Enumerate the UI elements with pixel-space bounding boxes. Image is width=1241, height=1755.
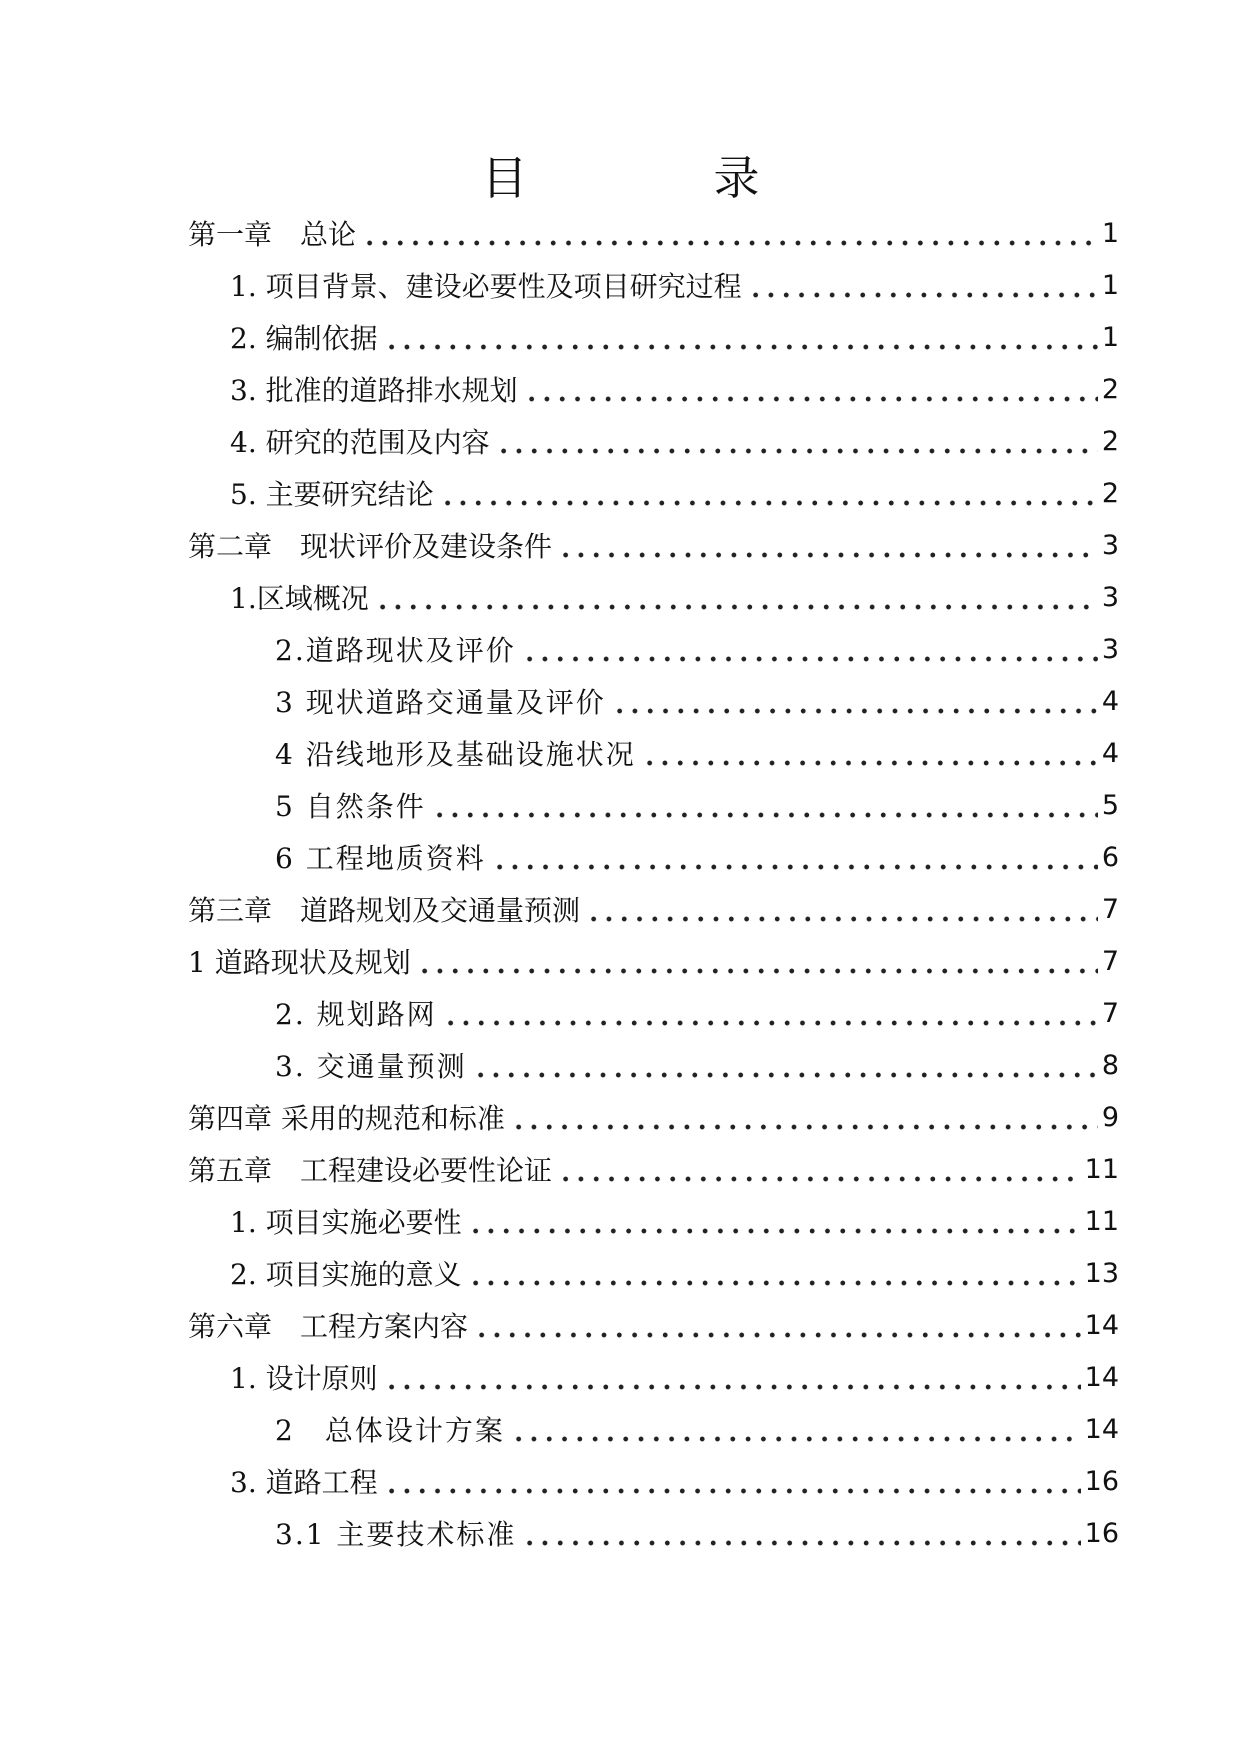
toc-entry-label: 2.道路现状及评价 bbox=[275, 634, 516, 667]
toc-entry-page-number: 1 bbox=[1101, 217, 1119, 249]
toc-entry-page-number: 4 bbox=[1101, 737, 1119, 769]
toc-entry-page-number: 8 bbox=[1101, 1049, 1119, 1081]
toc-dot-leader bbox=[496, 429, 1098, 457]
toc-entry-page-number: 16 bbox=[1084, 1465, 1119, 1497]
toc-entry-page-number: 11 bbox=[1084, 1205, 1119, 1237]
toc-entry-page-number: 7 bbox=[1101, 893, 1119, 925]
toc-entry[interactable] bbox=[0, 467, 1241, 519]
toc-entry[interactable] bbox=[0, 1455, 1241, 1507]
toc-entry[interactable] bbox=[0, 571, 1241, 623]
toc-entry-label: 3. 交通量预测 bbox=[275, 1050, 467, 1083]
toc-entry-page-number: 3 bbox=[1101, 529, 1119, 561]
toc-entry-label: 3. 道路工程 bbox=[230, 1466, 378, 1499]
toc-entry-label: 3.1 主要技术标准 bbox=[275, 1518, 517, 1551]
toc-entry[interactable] bbox=[0, 1403, 1241, 1455]
toc-entry-label: 1. 设计原则 bbox=[230, 1362, 378, 1395]
toc-dot-leader bbox=[748, 273, 1098, 301]
toc-entry-page-number: 11 bbox=[1084, 1153, 1119, 1185]
toc-entry-page-number: 4 bbox=[1101, 685, 1119, 717]
toc-dot-leader bbox=[524, 377, 1098, 405]
toc-dot-leader bbox=[468, 1209, 1081, 1237]
toc-entry-page-number: 1 bbox=[1101, 269, 1119, 301]
toc-entry[interactable] bbox=[0, 831, 1241, 883]
toc-dot-leader bbox=[384, 1469, 1081, 1497]
toc-dot-leader bbox=[443, 1001, 1098, 1029]
toc-dot-leader bbox=[432, 793, 1098, 821]
toc-entry[interactable] bbox=[0, 259, 1241, 311]
toc-entry-page-number: 7 bbox=[1101, 997, 1119, 1029]
toc-entry-label: 2. 规划路网 bbox=[275, 998, 437, 1031]
toc-dot-leader bbox=[384, 1365, 1081, 1393]
toc-entry[interactable] bbox=[0, 883, 1241, 935]
toc-entry-page-number: 3 bbox=[1101, 581, 1119, 613]
toc-entry-label: 2 总体设计方案 bbox=[275, 1414, 505, 1447]
toc-entry-page-number: 13 bbox=[1084, 1257, 1119, 1289]
toc-dot-leader bbox=[511, 1105, 1098, 1133]
toc-entry-page-number: 3 bbox=[1101, 633, 1119, 665]
toc-dot-leader bbox=[492, 845, 1098, 873]
toc-dot-leader bbox=[468, 1261, 1081, 1289]
toc-dot-leader bbox=[642, 741, 1098, 769]
toc-dot-leader bbox=[558, 533, 1098, 561]
toc-entry[interactable] bbox=[0, 675, 1241, 727]
toc-dot-leader bbox=[417, 949, 1098, 977]
toc-entry[interactable] bbox=[0, 363, 1241, 415]
toc-title: 目 录 bbox=[481, 151, 830, 205]
toc-entry[interactable] bbox=[0, 1247, 1241, 1299]
toc-entry-label: 第一章 总论 bbox=[188, 218, 357, 251]
toc-dot-leader bbox=[362, 221, 1098, 249]
toc-entry-page-number: 2 bbox=[1101, 373, 1119, 405]
toc-entry[interactable] bbox=[0, 727, 1241, 779]
toc-entry-label: 3 现状道路交通量及评价 bbox=[275, 686, 606, 719]
toc-entry-page-number: 5 bbox=[1101, 789, 1119, 821]
toc-entry-label: 4. 研究的范围及内容 bbox=[230, 426, 490, 459]
toc-dot-leader bbox=[474, 1313, 1081, 1341]
toc-entry-label: 4 沿线地形及基础设施状况 bbox=[275, 738, 636, 771]
toc-entry-page-number: 1 bbox=[1101, 321, 1119, 353]
toc-dot-leader bbox=[384, 325, 1098, 353]
toc-entry-label: 5. 主要研究结论 bbox=[230, 478, 434, 511]
toc-dot-leader bbox=[522, 637, 1098, 665]
toc-entry-page-number: 6 bbox=[1101, 841, 1119, 873]
toc-entry-page-number: 14 bbox=[1084, 1309, 1119, 1341]
toc-entry[interactable] bbox=[0, 623, 1241, 675]
toc-entry-label: 第二章 现状评价及建设条件 bbox=[188, 530, 553, 563]
toc-entry[interactable] bbox=[0, 1351, 1241, 1403]
toc-entry-page-number: 14 bbox=[1084, 1413, 1119, 1445]
toc-entry-label: 第五章 工程建设必要性论证 bbox=[188, 1154, 553, 1187]
table-of-contents bbox=[0, 207, 1241, 1559]
toc-entry[interactable] bbox=[0, 311, 1241, 363]
toc-entry-label: 1. 项目实施必要性 bbox=[230, 1206, 462, 1239]
toc-entry[interactable] bbox=[0, 935, 1241, 987]
toc-entry[interactable] bbox=[0, 415, 1241, 467]
toc-entry[interactable] bbox=[0, 1039, 1241, 1091]
toc-entry-page-number: 7 bbox=[1101, 945, 1119, 977]
toc-entry[interactable] bbox=[0, 1091, 1241, 1143]
toc-dot-leader bbox=[440, 481, 1098, 509]
toc-dot-leader bbox=[586, 897, 1098, 925]
toc-entry-page-number: 2 bbox=[1101, 477, 1119, 509]
toc-entry-label: 5 自然条件 bbox=[275, 790, 426, 823]
toc-entry-label: 第三章 道路规划及交通量预测 bbox=[188, 894, 581, 927]
toc-entry-label: 1 道路现状及规划 bbox=[188, 946, 411, 979]
toc-entry-label: 1.区域概况 bbox=[230, 582, 369, 615]
toc-dot-leader bbox=[511, 1417, 1081, 1445]
toc-entry[interactable] bbox=[0, 1195, 1241, 1247]
toc-entry[interactable] bbox=[0, 1507, 1241, 1559]
toc-entry-page-number: 14 bbox=[1084, 1361, 1119, 1393]
toc-entry[interactable] bbox=[0, 779, 1241, 831]
toc-entry-label: 2. 编制依据 bbox=[230, 322, 378, 355]
toc-entry-page-number: 2 bbox=[1101, 425, 1119, 457]
toc-dot-leader bbox=[612, 689, 1098, 717]
toc-entry-label: 2. 项目实施的意义 bbox=[230, 1258, 462, 1291]
toc-entry[interactable] bbox=[0, 1299, 1241, 1351]
toc-dot-leader bbox=[522, 1521, 1080, 1549]
toc-entry-label: 第四章 采用的规范和标准 bbox=[188, 1102, 505, 1135]
toc-dot-leader bbox=[375, 585, 1098, 613]
toc-entry-label: 1. 项目背景、建设必要性及项目研究过程 bbox=[230, 270, 742, 303]
toc-entry-label: 第六章 工程方案内容 bbox=[188, 1310, 469, 1343]
toc-entry-page-number: 9 bbox=[1101, 1101, 1119, 1133]
toc-entry-label: 3. 批准的道路排水规划 bbox=[230, 374, 518, 407]
toc-entry-page-number: 16 bbox=[1084, 1517, 1119, 1549]
toc-dot-leader bbox=[473, 1053, 1098, 1081]
toc-entry-label: 6 工程地质资料 bbox=[275, 842, 486, 875]
toc-entry[interactable] bbox=[0, 1143, 1241, 1195]
toc-entry[interactable] bbox=[0, 519, 1241, 571]
toc-dot-leader bbox=[558, 1157, 1081, 1185]
toc-entry[interactable] bbox=[0, 987, 1241, 1039]
toc-entry[interactable] bbox=[0, 207, 1241, 259]
